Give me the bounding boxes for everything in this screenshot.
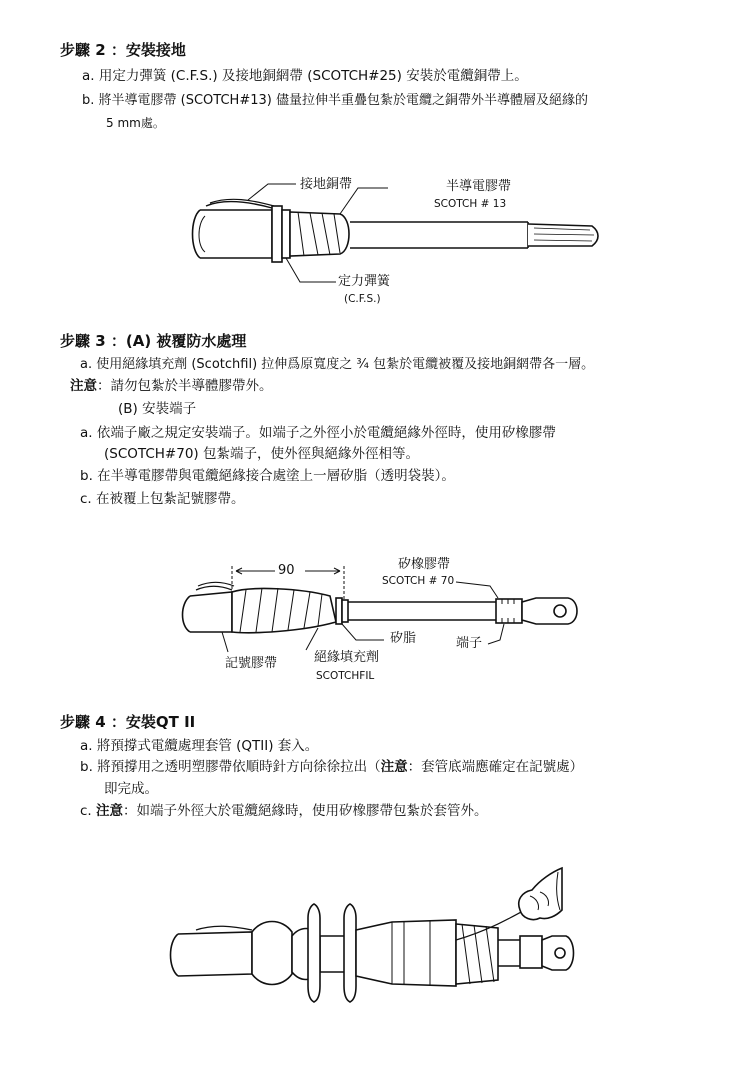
- step3b-item-c: c. 在被覆上包紮記號膠帶。: [80, 491, 245, 507]
- step3-note: [70, 377, 273, 395]
- step3-note-label: 注意: [70, 378, 97, 394]
- step4-item-c: [80, 802, 488, 820]
- step4-item-a: a. 將預撐式電纜處理套管 (QTII) 套入。: [80, 738, 319, 754]
- step3b-item-b: b. 在半導電膠帶與電纜絕緣接合處塗上一層矽脂（透明袋裝）。: [80, 468, 455, 484]
- fig2-silicone-tape-label: 矽橡膠帶: [398, 557, 451, 572]
- step2-item-a: a. 用定力彈簧 (C.F.S.) 及接地銅網帶 (SCOTCH#25) 安裝於電纜銅帶上。: [82, 68, 528, 84]
- fig2-filler-label: 絕緣填充劑: [314, 650, 380, 665]
- fig1-semi-tape-code: SCOTCH # 13: [434, 198, 507, 210]
- step4-item-b-text: b. 將預撐用之透明塑膠帶依順時針方向徐徐拉出（: [80, 759, 381, 775]
- step4-item-c-note-label: 注意: [96, 803, 124, 819]
- fig1-ground-tape-label: 接地銅帶: [300, 177, 353, 192]
- step2-heading: 步驟 2 ：安裝接地: [60, 41, 186, 59]
- step4-heading: 步驟 4 ：安裝QT II: [60, 713, 196, 731]
- fig2-filler-code: SCOTCHFIL: [316, 670, 375, 682]
- step4-item-c-text: ：如端子外徑大於電纜絕緣時，使用矽橡膠帶包紮於套管外。: [123, 803, 488, 819]
- fig2-dimension: 90: [278, 563, 295, 578]
- step3-note-text: ：請勿包紮於半導體膠帶外。: [97, 378, 273, 394]
- fig2-grease-label: 矽脂: [390, 631, 417, 646]
- step2-item-b-line2: 5 mm處。: [106, 116, 165, 130]
- step3b-item-a-line1: a. 依端子廠之規定安裝端子。如端子之外徑小於電纜絕緣外徑時，使用矽橡膠帶: [80, 425, 556, 441]
- step4-item-b-note-text: ：套管底端應確定在記號處）: [407, 759, 584, 775]
- fig1-spring-code: (C.F.S.): [344, 293, 381, 305]
- fig1-semi-tape-label: 半導電膠帶: [446, 179, 512, 194]
- step3-item-a: a. 使用絕緣填充劑 (Scotchfil) 拉伸爲原寬度之 ¾ 包紮於電纜被覆及接地銅網帶各一層。: [80, 357, 595, 372]
- step4-item-c-prefix: c.: [80, 803, 97, 819]
- step2-item-b-line1: b. 將半導電膠帶 (SCOTCH#13) 儘量拉伸半重疊包紮於電纜之銅帶外半導體層及絕緣的: [82, 93, 588, 108]
- step4-item-b-line2: 即完成。: [104, 781, 158, 797]
- step3-subheading-b: (B) 安裝端子: [118, 401, 197, 417]
- fig2-terminal-label: 端子: [456, 636, 483, 651]
- step4-item-b-line1: [80, 758, 583, 776]
- step4-item-b-note-label: 注意: [380, 759, 408, 775]
- fig2-marker-tape-label: 記號膠帶: [225, 656, 278, 671]
- fig1-spring-label: 定力彈簧: [338, 274, 391, 289]
- fig2-silicone-tape-code: SCOTCH # 70: [382, 575, 455, 587]
- step3b-item-a-line2: (SCOTCH#70) 包紮端子，使外徑與絕緣外徑相等。: [104, 446, 419, 462]
- step3-heading: 步驟 3 ：(A) 被覆防水處理: [60, 332, 247, 350]
